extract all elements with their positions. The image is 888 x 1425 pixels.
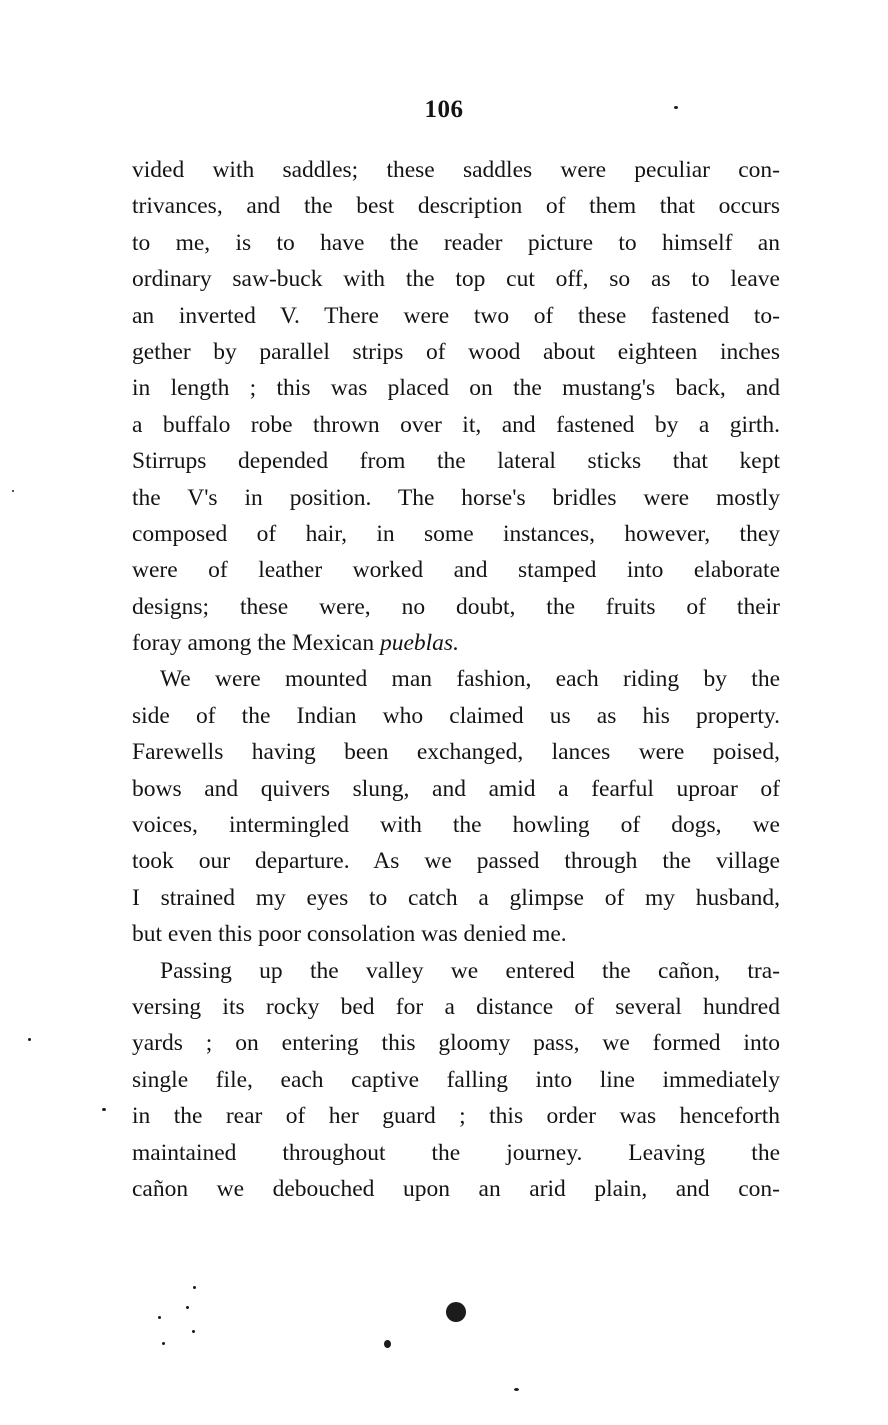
- ink-speck: [162, 1342, 165, 1345]
- ink-speck: [186, 1306, 189, 1309]
- ink-speck: [514, 1388, 519, 1391]
- text-line: Farewells having been exchanged, lances were poised,: [132, 739, 780, 766]
- text-line: versing its rocky bed for a distance of several hundred: [132, 993, 780, 1020]
- text-line: side of the Indian who claimed us as his property.: [132, 702, 780, 729]
- text-line: trivances, and the best description of them that occurs: [132, 193, 780, 220]
- paragraph-2: [132, 661, 780, 952]
- text-line: the V's in position. The horse's bridles were mostly: [132, 484, 780, 511]
- text-line: were of leather worked and stamped into elaborate: [132, 557, 780, 584]
- ink-speck: [193, 1286, 196, 1289]
- ink-speck: [28, 1038, 31, 1041]
- text-line: took our departure. As we passed through the village: [132, 848, 780, 875]
- text-line: yards ; on entering this gloomy pass, we formed into: [132, 1030, 780, 1057]
- ink-speck: [102, 1108, 106, 1111]
- text-line: in length ; this was placed on the mustang's back, and: [132, 375, 780, 402]
- text-line: bows and quivers slung, and amid a fearful uproar of: [132, 775, 780, 802]
- line-prefix: foray among the Mexican: [132, 630, 380, 657]
- text-line: Stirrups depended from the lateral sticks that kept: [132, 448, 780, 475]
- ink-speck: [674, 106, 678, 109]
- text-line: a buffalo robe thrown over it, and fastened by a girth.: [132, 411, 780, 438]
- text-line: to me, is to have the reader picture to himself an: [132, 229, 780, 256]
- text-line: Passing up the valley we entered the cañon, tra-: [160, 957, 780, 984]
- text-line: We were mounted man fashion, each riding by the: [160, 666, 780, 693]
- text-line: in the rear of her guard ; this order was henceforth: [132, 1103, 780, 1130]
- text-line: cañon we debouched upon an arid plain, and con-: [132, 1175, 780, 1202]
- page-number: 106: [424, 96, 464, 123]
- paragraph-1: [132, 152, 780, 661]
- ink-speck: [158, 1316, 161, 1319]
- text-line: an inverted V. There were two of these fastened to-: [132, 302, 780, 329]
- text-line: vided with saddles; these saddles were peculiar con-: [132, 157, 780, 183]
- ink-speck: [384, 1340, 391, 1348]
- text-line: voices, intermingled with the howling of dogs, we: [132, 812, 780, 839]
- ink-speck: [192, 1330, 195, 1333]
- text-line: designs; these were, no doubt, the fruits of their: [132, 593, 780, 620]
- text-line: I strained my eyes to catch a glimpse of my husband,: [132, 884, 780, 911]
- text-line: maintained throughout the journey. Leaving the: [132, 1139, 780, 1166]
- ink-speck: [446, 1302, 466, 1322]
- text-line-last: [132, 625, 780, 661]
- text-line: but even this poor consolation was denied me.: [132, 921, 567, 948]
- text-line: gether by parallel strips of wood about eighteen inches: [132, 338, 780, 365]
- ink-speck: [12, 490, 14, 492]
- page-body: [132, 152, 780, 1207]
- paragraph-3: [132, 953, 780, 1208]
- text-line: single file, each captive falling into line immediately: [132, 1066, 780, 1093]
- text-line: composed of hair, in some instances, however, they: [132, 520, 780, 547]
- italic-word: pueblas.: [379, 630, 459, 657]
- text-line: ordinary saw-buck with the top cut off, so as to leave: [132, 266, 780, 293]
